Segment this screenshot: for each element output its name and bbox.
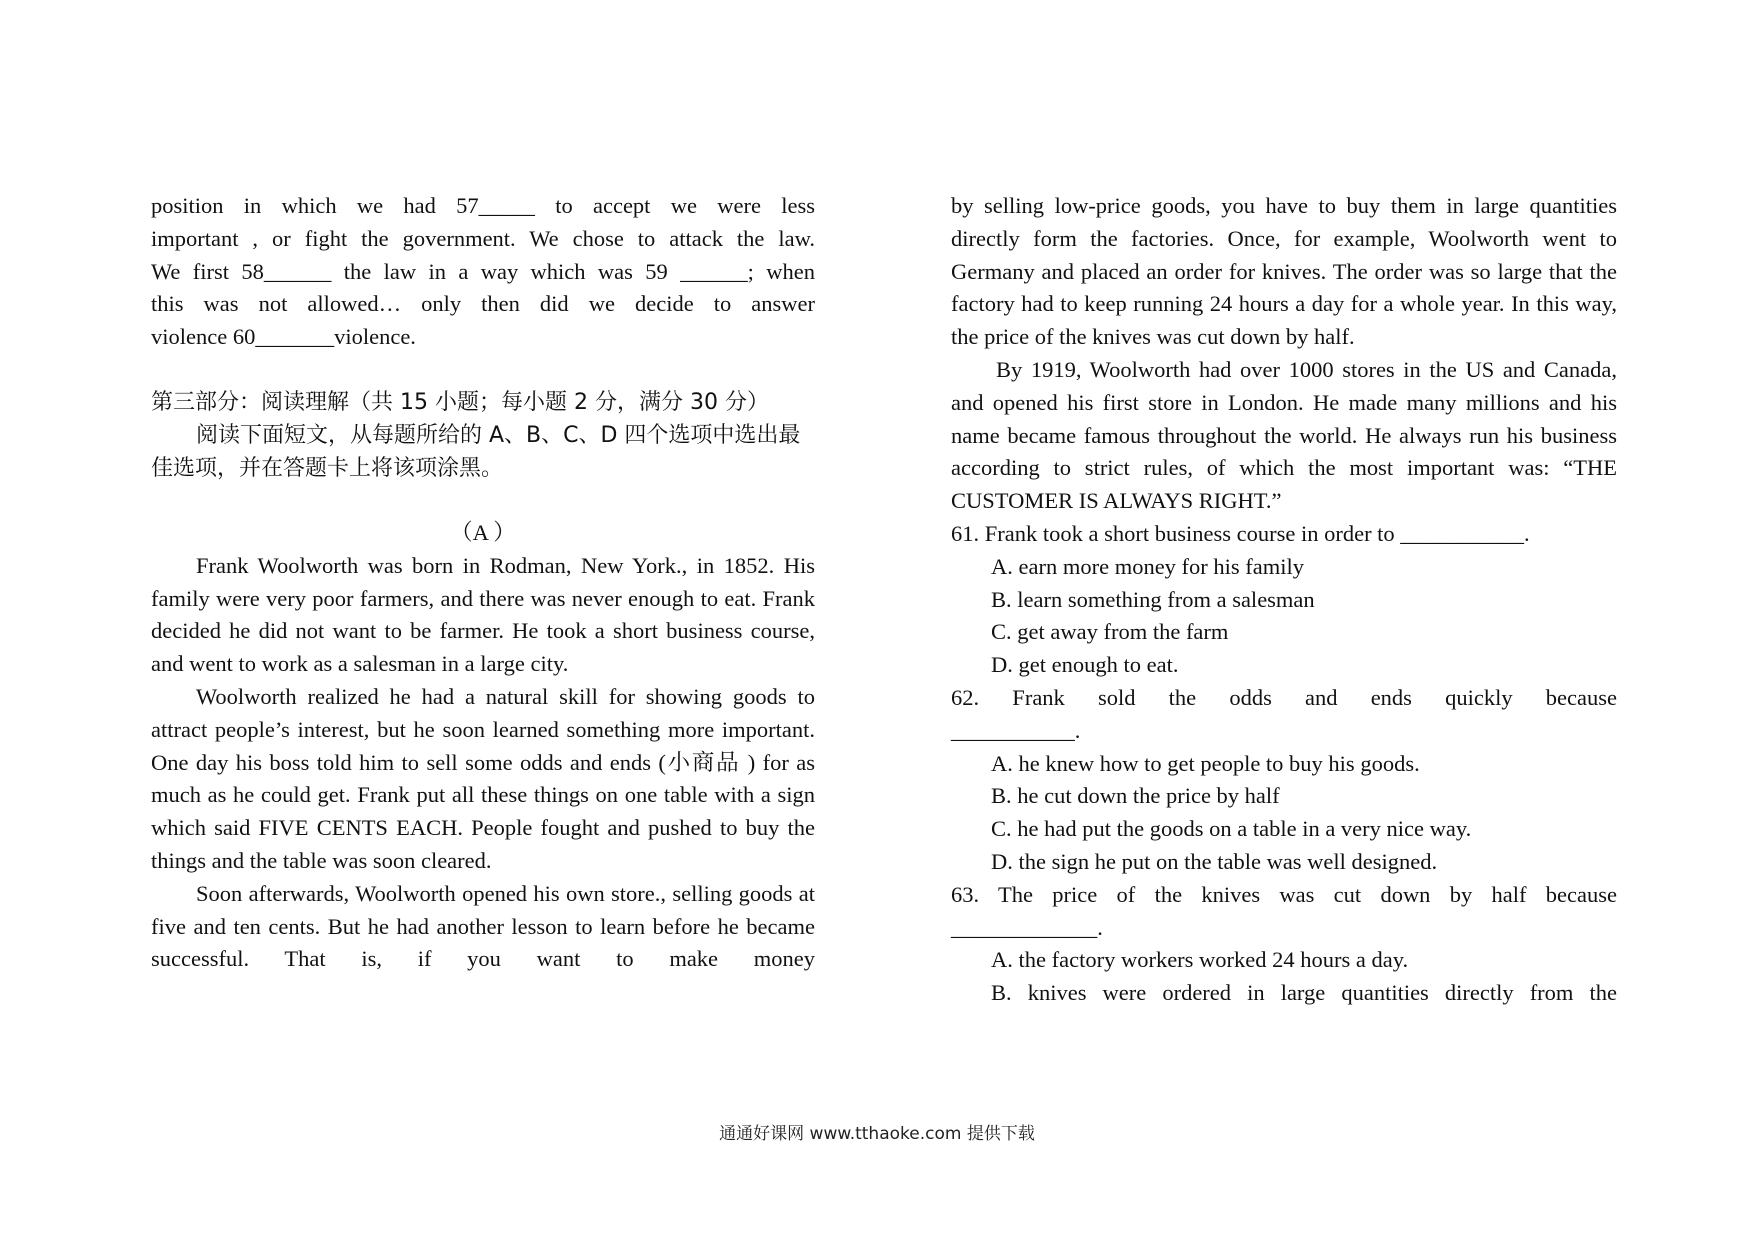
page-footer: 通通好课网 www.tthaoke.com 提供下载: [719, 1124, 1035, 1144]
passage-paragraph: By 1919, Woolworth had over 1000 stores in the US and Canada, and opened his first store in London. He made many millions and his name became famous throughout the world. He always run his business according to strict rules, of which the most important was: “THE CUSTOMER IS ALWAYS RIGHT.”: [951, 356, 1617, 514]
passage-label: （A ）: [450, 519, 516, 545]
passage-paragraph: Woolworth realized he had a natural skill for showing goods to attract people’s interest, but he soon learned something more important. One day his boss told him to sell some odds and ends (小商品 ) for as much as he could get. Frank put all these things on one table with a sign which said FIVE CENTS EACH. People fought and pushed to buy the things and the table was soon cleared.: [151, 683, 815, 873]
answer-option: A. the factory workers worked 24 hours a day.: [991, 947, 1409, 973]
question-61: [951, 518, 1617, 682]
cloze-line: We first 58______ the law in a way which was 59 ______; when: [151, 258, 815, 284]
answer-option: D. the sign he put on the table was well designed.: [991, 848, 1438, 874]
passage-paragraph: by selling low-price goods, you have to buy them in large quantities directly form the factories. Once, for example, Woolworth went to Germany and placed an order for knives. The order was so large that the factory had to keep running 24 hours a day for a whole year. In this way, the price of the knives was cut down by half.: [951, 193, 1617, 350]
question-stem: 62. Frank sold the odds and ends quickly because: [951, 684, 1617, 710]
passage-paragraph: Frank Woolworth was born in Rodman, New York., in 1852. His family were very poor farmers, and there was never enough to eat. Frank decided he did not want to be farmer. He took a short business course, and went to work as a salesman in a large city.: [151, 552, 815, 677]
answer-option: A. he knew how to get people to buy his goods.: [991, 750, 1420, 776]
right-column: [951, 190, 1617, 1010]
question-stem: 61. Frank took a short business course in order to ___________.: [951, 520, 1530, 546]
question-62: [951, 682, 1617, 879]
cloze-line: position in which we had 57_____ to accept we were less: [151, 193, 815, 218]
question-blank: _____________.: [951, 914, 1103, 940]
cloze-line: this was not allowed… only then did we decide to answer: [151, 291, 815, 317]
passage-paragraph: Soon afterwards, Woolworth opened his own store., selling goods at five and ten cents. But he had another lesson to learn before he became successful. That is, if you want to make money: [151, 880, 815, 972]
question-stem: 63. The price of the knives was cut down by half because: [951, 881, 1617, 907]
section-instruction: 阅读下面短文，从每题所给的 A、B、C、D 四个选项中选出最佳选项，并在答题卡上将该项涂黑。: [151, 422, 801, 481]
cloze-line: important , or fight the government. We chose to attack the law.: [151, 225, 815, 251]
answer-option: B. he cut down the price by half: [991, 783, 1280, 809]
answer-option: C. he had put the goods on a table in a very nice way.: [991, 816, 1472, 842]
section-title: 第三部分：阅读理解（共 15 小题；每小题 2 分，满分 30 分）: [151, 389, 769, 415]
cloze-continuation: [151, 190, 815, 354]
answer-option: D. get enough to eat.: [991, 652, 1179, 678]
cloze-line: violence 60_______violence.: [151, 324, 416, 350]
answer-option: C. get away from the farm: [991, 619, 1229, 645]
answer-option: B. learn something from a salesman: [991, 586, 1315, 612]
left-column: [151, 190, 815, 976]
question-63: [951, 879, 1617, 1010]
answer-option: B. knives were ordered in large quantities directly from the: [991, 980, 1617, 1006]
answer-option: A. earn more money for his family: [991, 553, 1305, 579]
question-blank: ___________.: [951, 717, 1081, 743]
